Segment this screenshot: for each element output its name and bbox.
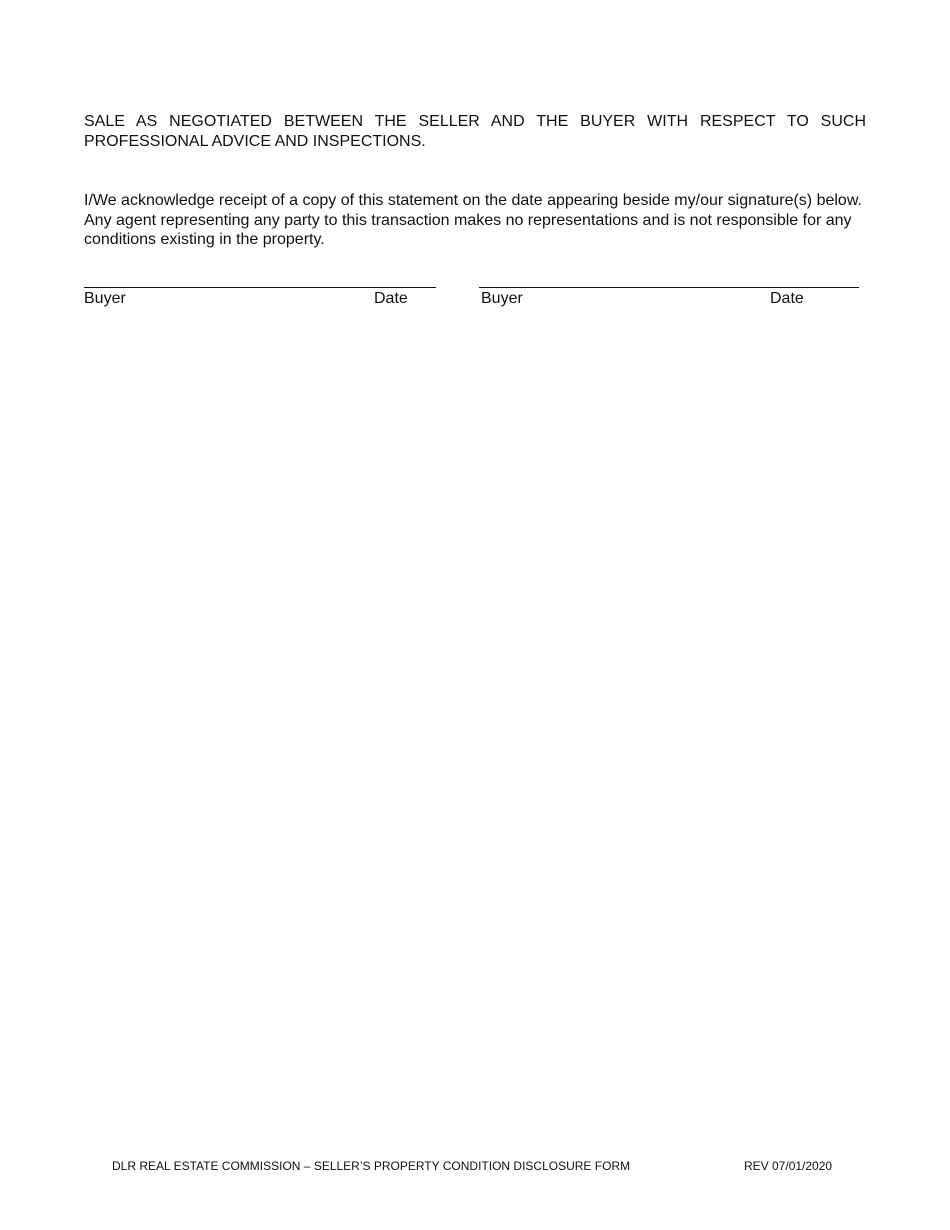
sale-negotiation-paragraph: SALE AS NEGOTIATED BETWEEN THE SELLER AND THE BUYER WITH RESPECT TO SUCH PROFESSIONAL ADVICE AND INSPECTIONS.: [84, 113, 866, 150]
buyer-signature-line-right: [479, 287, 859, 288]
date-label-left: Date: [374, 290, 408, 307]
buyer-label-right: Buyer: [481, 290, 523, 307]
acknowledgment-paragraph: I/We acknowledge receipt of a copy of this statement on the date appearing beside my/our signature(s) below. Any agent representing any party to this transaction makes no representations and is not responsible for any conditions existing in the property.: [84, 192, 862, 248]
buyer-label-left: Buyer: [84, 290, 126, 307]
buyer-signature-line-left: [84, 287, 436, 288]
date-label-right: Date: [770, 290, 804, 307]
footer-revision: REV 07/01/2020: [744, 1159, 833, 1173]
footer-form-title: DLR REAL ESTATE COMMISSION – SELLER’S PROPERTY CONDITION DISCLOSURE FORM: [112, 1159, 631, 1173]
